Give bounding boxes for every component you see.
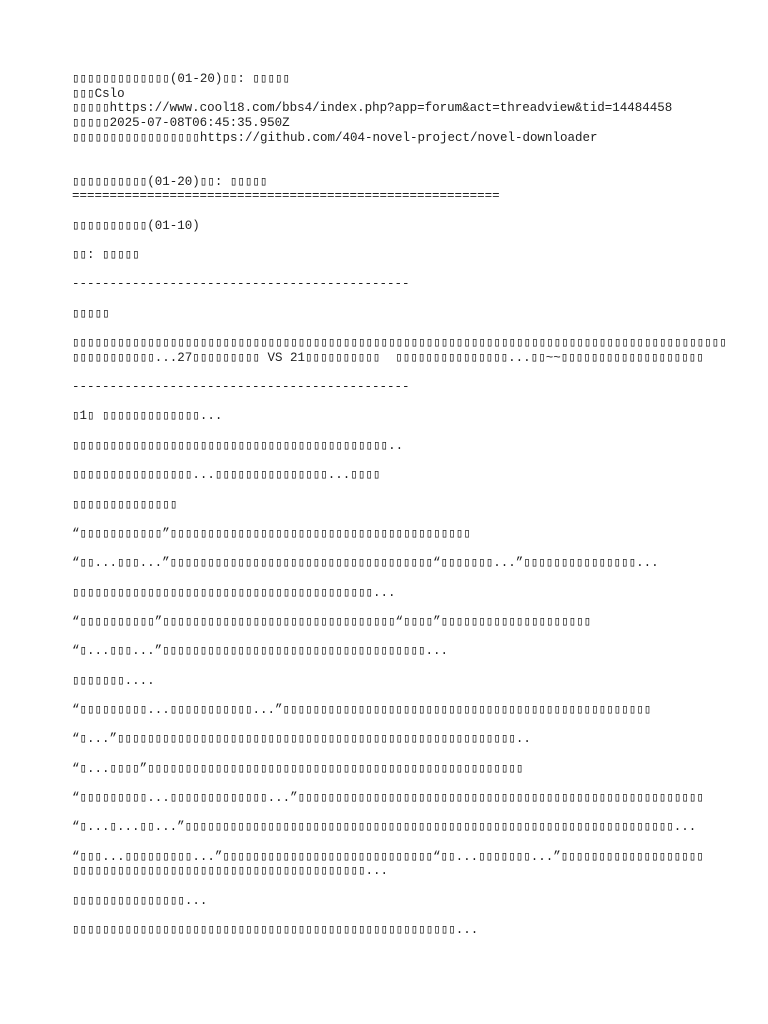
paragraph [72,615,768,630]
author-line: ▯▯▯Cslo [72,86,125,101]
paragraph-line: “▯...▯▯▯...”▯▯▯▯▯▯▯▯▯▯▯▯▯▯▯▯▯▯▯▯▯▯▯▯▯▯▯▯▯▯▯▯▯▯▯... [72,644,449,659]
download-time-line: ▯▯▯▯▯2025-07-08T06:45:35.950Z [72,116,290,131]
book-title-block [72,175,768,204]
intro-paragraph [72,336,768,365]
paragraph-line: ▯▯▯▯▯▯▯▯▯▯▯▯▯▯▯... [72,893,208,908]
generator-line: ▯▯▯▯▯▯▯▯▯▯▯▯▯▯▯▯▯https://github.com/404-novel-project/novel-downloader [72,130,598,145]
file-title-line: ▯▯▯▯▯▯▯▯▯▯▯▯▯(01-20)▯▯: ▯▯▯▯▯ [72,72,291,86]
intro-heading: ▯▯▯▯▯ [72,306,110,321]
paragraph [72,674,768,689]
paragraph [72,762,768,777]
paragraph [72,894,768,909]
paragraph-line: “▯▯▯▯▯▯▯▯▯...▯▯▯▯▯▯▯▯▯▯▯...”▯▯▯▯▯▯▯▯▯▯▯▯▯▯▯▯▯▯▯▯▯▯▯▯▯▯▯▯▯▯▯▯▯▯▯▯▯▯▯▯▯▯▯▯▯▯▯▯▯ [72,702,652,717]
paragraph [72,439,768,454]
paragraph [72,644,768,659]
section-title: ▯▯▯▯▯▯▯▯▯▯(01-10) [72,218,200,233]
paragraph [72,527,768,542]
file-header [72,72,768,145]
paragraph-line: “▯...”▯▯▯▯▯▯▯▯▯▯▯▯▯▯▯▯▯▯▯▯▯▯▯▯▯▯▯▯▯▯▯▯▯▯▯▯▯▯▯▯▯▯▯▯▯▯▯▯▯▯▯▯▯.. [72,732,531,747]
paragraph [72,586,768,601]
paragraph-line: ▯▯▯▯▯▯▯▯▯▯▯▯▯▯▯▯▯▯▯▯▯▯▯▯▯▯▯▯▯▯▯▯▯▯▯▯▯▯▯▯▯▯▯▯▯▯▯▯▯▯▯... [72,922,479,937]
paragraph [72,732,768,747]
paragraph-line: “▯...▯▯▯▯”▯▯▯▯▯▯▯▯▯▯▯▯▯▯▯▯▯▯▯▯▯▯▯▯▯▯▯▯▯▯▯▯▯▯▯▯▯▯▯▯▯▯▯▯▯▯▯▯▯▯ [72,761,524,776]
paragraph-line: “▯▯▯▯▯▯▯▯▯...▯▯▯▯▯▯▯▯▯▯▯▯▯...”▯▯▯▯▯▯▯▯▯▯▯▯▯▯▯▯▯▯▯▯▯▯▯▯▯▯▯▯▯▯▯▯▯▯▯▯▯▯▯▯▯▯▯▯▯▯▯▯▯▯▯▯▯▯ [72,790,704,805]
paragraph [72,498,768,513]
paragraph-line: ▯▯▯▯▯▯▯.... [72,673,155,688]
paragraph-line: “▯▯▯▯▯▯▯▯▯▯”▯▯▯▯▯▯▯▯▯▯▯▯▯▯▯▯▯▯▯▯▯▯▯▯▯▯▯▯▯▯▯“▯▯▯▯”▯▯▯▯▯▯▯▯▯▯▯▯▯▯▯▯▯▯▯▯ [72,614,592,629]
title-underline: ========================================================= [72,189,500,204]
separator-bottom: --------------------------------------------- [72,380,410,395]
book-author: ▯▯: ▯▯▯▯▯ [72,248,140,263]
paragraph [72,850,768,879]
paragraph-line: ▯▯▯▯▯▯▯▯▯▯▯▯▯▯▯▯...▯▯▯▯▯▯▯▯▯▯▯▯▯▯▯...▯▯▯▯ [72,468,381,483]
paragraph-line: ▯▯▯▯▯▯▯▯▯▯▯▯▯▯ [72,497,178,512]
intro-line: ▯▯▯▯▯▯▯▯▯▯▯▯▯▯▯▯▯▯▯▯▯▯▯▯▯▯▯▯▯▯▯▯▯▯▯▯▯▯▯▯▯▯▯▯▯▯▯▯▯▯▯▯▯▯▯▯▯▯▯▯▯▯▯▯▯▯▯▯▯▯▯▯▯▯▯▯▯▯▯▯▯▯▯▯▯▯▯ [72,336,727,351]
paragraph-line: “▯▯...▯▯▯...”▯▯▯▯▯▯▯▯▯▯▯▯▯▯▯▯▯▯▯▯▯▯▯▯▯▯▯▯▯▯▯▯▯▯▯“▯▯▯▯▯▯▯...”▯▯▯▯▯▯▯▯▯▯▯▯▯▯▯... [72,556,659,571]
paragraph-line: “▯...▯...▯▯...”▯▯▯▯▯▯▯▯▯▯▯▯▯▯▯▯▯▯▯▯▯▯▯▯▯▯▯▯▯▯▯▯▯▯▯▯▯▯▯▯▯▯▯▯▯▯▯▯▯▯▯▯▯▯▯▯▯▯▯▯▯▯▯▯▯... [72,820,697,835]
separator-top: --------------------------------------------- [72,277,410,292]
book-title: ▯▯▯▯▯▯▯▯▯▯(01-20)▯▯: ▯▯▯▯▯ [72,174,268,189]
source-url-line: ▯▯▯▯▯https://www.cool18.com/bbs4/index.php?app=forum&act=threadview&tid=14484458 [72,101,673,116]
paragraph [72,703,768,718]
paragraph-line: “▯▯▯▯▯▯▯▯▯▯▯”▯▯▯▯▯▯▯▯▯▯▯▯▯▯▯▯▯▯▯▯▯▯▯▯▯▯▯▯▯▯▯▯▯▯▯▯▯▯▯▯ [72,526,471,541]
paragraph [72,820,768,835]
paragraph-line: ▯▯▯▯▯▯▯▯▯▯▯▯▯▯▯▯▯▯▯▯▯▯▯▯▯▯▯▯▯▯▯▯▯▯▯▯▯▯▯... [72,864,389,879]
paragraph [72,556,768,571]
paragraph [72,923,768,938]
paragraph [72,468,768,483]
paragraph-line: “▯▯▯...▯▯▯▯▯▯▯▯▯...”▯▯▯▯▯▯▯▯▯▯▯▯▯▯▯▯▯▯▯▯▯▯▯▯▯▯▯▯“▯▯...▯▯▯▯▯▯▯...”▯▯▯▯▯▯▯▯▯▯▯▯▯▯▯▯▯▯▯ [72,849,704,864]
paragraph [72,791,768,806]
paragraph-line: ▯▯▯▯▯▯▯▯▯▯▯▯▯▯▯▯▯▯▯▯▯▯▯▯▯▯▯▯▯▯▯▯▯▯▯▯▯▯▯▯▯▯.. [72,438,404,453]
intro-line: ▯▯▯▯▯▯▯▯▯▯▯...27▯▯▯▯▯▯▯▯▯ VS 21▯▯▯▯▯▯▯▯▯▯ ▯▯▯▯▯▯▯▯▯▯▯▯▯▯▯...▯▯~~▯▯▯▯▯▯▯▯▯▯▯▯▯▯▯▯▯▯▯ [72,350,704,365]
chapter-heading: ▯1▯ ▯▯▯▯▯▯▯▯▯▯▯▯▯... [72,409,223,424]
paragraph-line: ▯▯▯▯▯▯▯▯▯▯▯▯▯▯▯▯▯▯▯▯▯▯▯▯▯▯▯▯▯▯▯▯▯▯▯▯▯▯▯▯... [72,585,396,600]
